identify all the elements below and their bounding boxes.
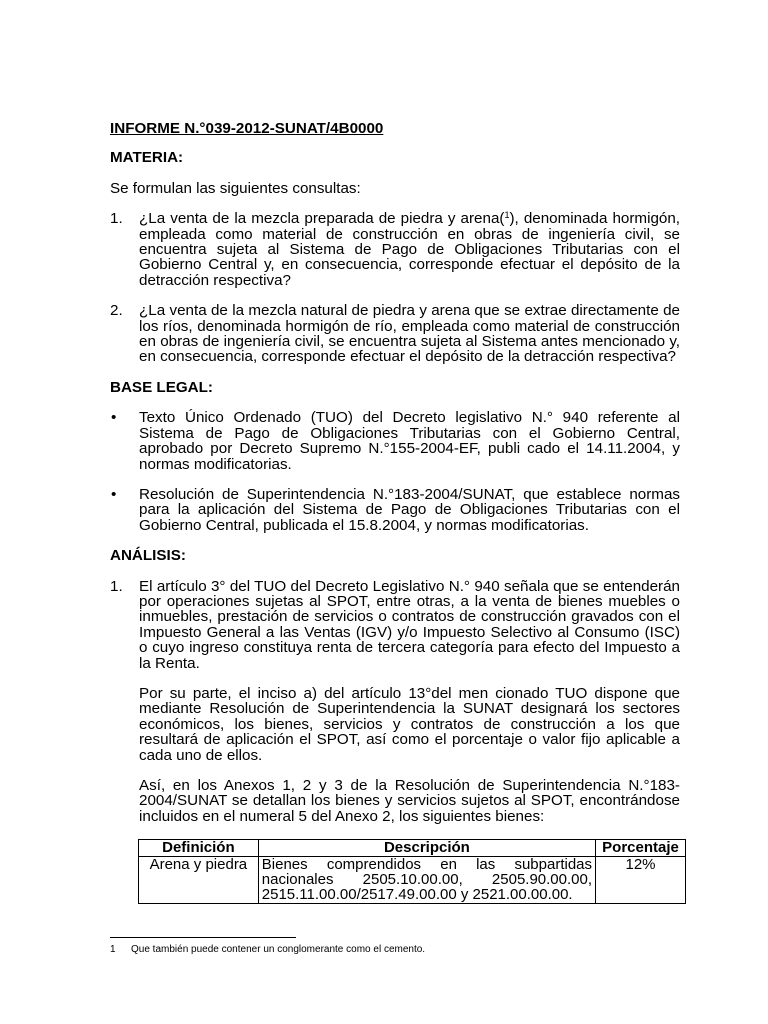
footnote [110, 944, 425, 956]
analysis-item-1 [110, 579, 680, 825]
materia-intro: Se formulan las siguientes consultas: [110, 179, 361, 197]
section-heading-base-legal: BASE LEGAL: [110, 378, 213, 396]
section-heading-analisis: ANÁLISIS: [110, 547, 186, 565]
footnote-text: Que también puede contener un conglomerante como el cemento. [131, 944, 426, 955]
cell-definicion: Arena y piedra [139, 856, 259, 903]
analysis-paragraph: Así, en los Anexos 1, 2 y 3 de la Resolución de Superintendencia N.°183-2004/SUNAT se detallan los bienes y servicios sujetos al SPOT, encontrándose incluidos en el numeral 5 del Anexo 2, los siguientes bienes: [139, 777, 680, 825]
footnote-reference: 1 [504, 210, 510, 221]
section-heading-materia: MATERIA: [110, 149, 184, 167]
legal-basis-item-1 [110, 410, 680, 472]
question-text-end: ), denominada hormigón, empleada como material de construcción en obras de ingeniería civil, se encuentra sujeta al Sistema de Pago de Obligaciones Tributarias con el Gobierno Central y, en consecuencia, corresponde efectuar el depósito de la detracción respectiva? [139, 210, 680, 289]
goods-table [138, 839, 686, 904]
legal-basis-item-2 [110, 487, 680, 533]
table-header-row [139, 840, 686, 856]
cell-descripcion: Bienes comprendidos en las subpartidas nacionales 2505.10.00.00, 2505.90.00.00, 2515.11.00.00/2517.49.00.00 y 2521.00.00.00. [258, 856, 595, 903]
footnote-mark: 1 [110, 944, 116, 955]
item-number: 1. [110, 577, 123, 595]
column-header-porcentaje: Porcentaje [596, 840, 686, 856]
analysis-paragraph: Por su parte, el inciso a) del artículo 13°del men cionado TUO dispone que mediante Resolución de Superintendencia la SUNAT designará los sectores económicos, los bienes, servicios y contratos de construcción a los que resultará de aplicación el SPOT, así como el porcentaje o valor fijo aplicable a cada uno de ellos. [139, 684, 680, 764]
document-body [110, 121, 680, 904]
column-header-definicion: Definición [139, 840, 259, 856]
question-text: ¿La venta de la mezcla natural de piedra y arena que se extrae directamente de los ríos, denominada hormigón de río, empleada como material de construcción en obras de ingeniería civil, se encuentra sujeta al Sistema antes mencionado y, en consecuencia, corresponde efectuar el depósito de la detracción respectiva? [139, 302, 680, 366]
item-number: 2. [110, 302, 123, 320]
item-number: 1. [110, 210, 123, 228]
legal-basis-text: Resolución de Superintendencia N.°183-2004/SUNAT, que establece normas para la aplicación del Sistema de Pago de Obligaciones Tributarias con el Gobierno Central, publicada el 15.8.2004, y normas modificatorias. [139, 485, 680, 534]
table-row [139, 856, 686, 903]
analysis-paragraph: El artículo 3° del TUO del Decreto Legislativo N.° 940 señala que se entenderán por operaciones sujetas al SPOT, entre otras, a la venta de bienes muebles o inmuebles, prestación de servicios o contratos de construcción gravados con el Impuesto General a las Ventas (IGV) y/o Impuesto Selectivo al Consumo (ISC) o cuyo ingreso constituya renta de tercera categoría para efecto del Impuesto a la Renta. [139, 577, 680, 672]
bullet-icon: • [111, 409, 117, 427]
bullet-icon: • [111, 485, 117, 503]
legal-basis-text: Texto Único Ordenado (TUO) del Decreto legislativo N.° 940 referente al Sistema de Pago de Obligaciones Tributarias con el Gobierno Central, aprobado por Decreto Supremo N.°155-2004-EF, publi cado el 14.11.2004, y normas modificatorias. [139, 409, 680, 473]
cell-porcentaje: 12% [596, 856, 686, 903]
question-item-1 [110, 211, 680, 288]
column-header-descripcion: Descripción [258, 840, 595, 856]
document-title: INFORME N.°039-2012-SUNAT/4B0000 [110, 120, 384, 137]
question-item-2 [110, 303, 680, 365]
question-text-start: ¿La venta de la mezcla preparada de piedra y arena( [139, 210, 505, 228]
footnote-separator [110, 937, 296, 938]
